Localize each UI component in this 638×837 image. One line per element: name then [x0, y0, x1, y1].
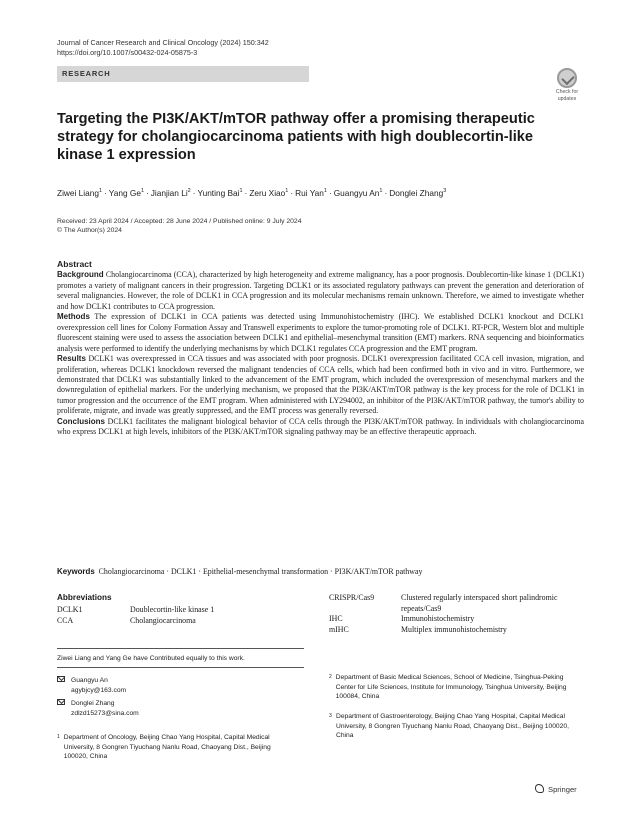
author-affiliation-mark: 1: [285, 188, 289, 194]
section-label: RESEARCH: [62, 69, 111, 78]
affiliation-2: [329, 673, 577, 702]
author-list: [57, 186, 597, 199]
footnote-divider: [57, 667, 304, 668]
correspondence-entry: [57, 699, 307, 718]
corr-name: Guangyu An: [71, 677, 108, 684]
check-updates-line1: Check for: [555, 89, 579, 95]
abbr-row: [57, 605, 307, 616]
abbr-row: [57, 616, 307, 627]
methods-text: The expression of DCLK1 in CCA patients was detected using Immunohistochemistry (IHC). We established DCLK1 knockout and DCLK1 overexpression cell lines for Colony Formation Assay and Transwell experiments to explore the tumor-promoting role of DCLK1. RT-PCR, Western blot and multiple fluorescent staining were used to assess the association between DCLK1 and epithelial–mesenchymal transition (EMT) markers. RNA sequencing and bioinformatics analysis were performed to identify the underlying mechanisms by which DCLK1 regulates CCA progression and the EMT program.: [57, 312, 584, 353]
methods-label: Methods: [57, 312, 90, 322]
abbreviations-heading: Abbreviations: [57, 593, 112, 602]
abbr-value: Multiplex immunohistochemistry: [401, 624, 507, 634]
check-updates-icon: [557, 68, 577, 88]
author-separator: ·: [146, 187, 149, 198]
abstract-results: [57, 354, 584, 417]
author-separator: ·: [104, 187, 107, 198]
abstract-conclusions: [57, 417, 584, 438]
author-separator: ·: [244, 187, 248, 198]
abbr-row: [329, 614, 584, 625]
abstract-heading: Abstract: [57, 259, 92, 269]
author-name[interactable]: Yunting Bai: [197, 187, 240, 198]
envelope-icon: [57, 676, 71, 695]
corr-name: Donglei Zhang: [71, 700, 115, 707]
publisher-logo: [535, 784, 577, 794]
dates-line: Received: 23 April 2024 / Accepted: 28 June 2024 / Published online: 9 July 2024: [57, 218, 302, 225]
keywords-text: Cholangiocarcinoma · DCLK1 · Epithelial-mesenchymal transformation · PI3K/AKT/mTOR pathway: [98, 567, 423, 576]
footnote-divider: [57, 648, 304, 649]
publisher-name: Springer: [548, 785, 577, 794]
results-label: Results: [57, 354, 86, 364]
author-name[interactable]: Guangyu An: [333, 187, 380, 198]
article-title: Targeting the PI3K/AKT/mTOR pathway offer a promising therapeutic strategy for cholangiocarcinoma patients with high doublecortin-like kinase 1 expression: [57, 111, 535, 163]
affiliation-number: 1: [57, 734, 60, 740]
author-name[interactable]: Donglei Zhang: [389, 187, 444, 198]
author-affiliation-mark: 3: [443, 188, 447, 194]
author-affiliation-mark: 2: [187, 188, 191, 194]
keywords: [57, 567, 584, 577]
affiliation-text: Department of Basic Medical Sciences, School of Medicine, Tsinghua-Peking Center for Life Sciences, Institute for Immunology, Tsinghua University, Beijing 100084, China: [335, 674, 567, 700]
results-text: DCLK1 was overexpressed in CCA tissues and was associated with poor prognosis. DCLK1 overexpression facilitated CCA cell invasion, migration, and proliferation, whereas DCLK1 knockdown reversed the malignant tendencies of CCA cells, which had been confirmed both in vivo and in vitro. Furthermore, we demonstrated that DCLK1 was substantially linked to the advancement of the EMT program, which included the overexpression of mesenchymal markers and the downregulation of epithelial markers. For the underlying mechanism, we proposed that the PI3K/AKT/mTOR pathway is the key process for the role of DCLK1 in tumor progression and the occurrence of the EMT program. When administered with LY294002, an inhibitor of the PI3K/AKT/mTOR pathway, the tumor's ability to proliferate, migrate, and invade was greatly suppressed, and the EMT process was generally reversed.: [57, 354, 584, 416]
author-name[interactable]: Rui Yan: [295, 187, 324, 198]
affiliation-text: Department of Oncology, Beijing Chao Yang Hospital, Capital Medical University, 8 Gongren Tiyuchang Nanlu Road, Chaoyang Dist., Beijing 100020, China: [63, 734, 271, 760]
author-name[interactable]: Zeru Xiao: [249, 187, 286, 198]
author-affiliation-mark: 1: [379, 188, 383, 194]
abbr-value: Cholangiocarcinoma: [130, 615, 196, 625]
abbr-value: Doublecortin-like kinase 1: [130, 605, 215, 614]
abbr-key: IHC: [329, 614, 343, 623]
author-affiliation-mark: 1: [239, 188, 243, 194]
abbr-key: DCLK1: [57, 605, 83, 614]
abbreviations-left: [57, 605, 307, 626]
affiliation-number: 3: [329, 713, 332, 719]
affiliation-text: Department of Gastroenterology, Beijing Chao Yang Hospital, Capital Medical University, 8 Gongren Tiyuchang Nanlu Road, Chaoyang Dist., Beijing 100020, China: [335, 713, 569, 739]
abbr-key: CRISPR/Cas9: [329, 593, 375, 602]
corr-email[interactable]: agybjcy@163.com: [71, 686, 127, 694]
author-name[interactable]: Jianjian Li: [150, 187, 188, 198]
correspondence-entry: [57, 676, 307, 695]
abstract-methods: [57, 312, 584, 354]
publication-dates: [57, 217, 301, 235]
author-separator: ·: [328, 187, 332, 198]
affiliation-3: [329, 712, 577, 741]
author-separator: ·: [192, 187, 196, 198]
copyright-line: © The Author(s) 2024: [57, 227, 122, 234]
affiliation-1: [57, 733, 285, 762]
abbr-row: [329, 593, 584, 614]
author-separator: ·: [384, 187, 388, 198]
springer-horse-icon: [535, 784, 544, 793]
check-for-updates-badge[interactable]: [549, 68, 585, 104]
author-separator: ·: [290, 187, 294, 198]
abbr-value: Immunohistochemistry: [401, 614, 475, 623]
conclusions-label: Conclusions: [57, 416, 106, 426]
abstract-background: [57, 270, 584, 312]
author-name[interactable]: Ziwei Liang: [57, 187, 99, 198]
check-updates-line2: updates: [557, 96, 577, 102]
affiliation-number: 2: [329, 674, 332, 680]
author-name[interactable]: Yang Ge: [108, 187, 141, 198]
keywords-label: Keywords: [57, 567, 95, 576]
background-text: Cholangiocarcinoma (CCA), characterized by high heterogeneity and extreme malignancy, has a poor prognosis. Doublecortin-like kinase 1 (DCLK1) promotes a variety of malignant cancers in their progression. Targeting DCLK1 or its associated regulatory pathways can prevent the generation and deterioration of several malignancies. However, the role of DCLK1 in CCA progression and its molecular mechanisms remain unknown. Therefore, we aimed to investigate whether and how DCLK1 contributes to CCA progression.: [57, 270, 584, 311]
doi-link[interactable]: https://doi.org/10.1007/s00432-024-05875-3: [57, 48, 198, 57]
journal-header: [57, 38, 269, 58]
abbr-key: CCA: [57, 615, 74, 625]
corr-email[interactable]: zdlzd15273@sina.com: [71, 709, 139, 717]
author-affiliation-mark: 1: [98, 188, 103, 194]
correspondence-block: [57, 676, 307, 718]
abbr-key: mIHC: [329, 624, 349, 634]
conclusions-text: DCLK1 facilitates the malignant biological behavior of CCA cells through the PI3K/AKT/mTOR pathway. In individuals with cholangiocarcinoma who express DCLK1 at high levels, inhibitors of the PI3K/AKT/mTOR signaling pathway may be an effective therapeutic approach.: [57, 416, 585, 437]
envelope-icon: [57, 699, 71, 718]
author-affiliation-mark: 1: [140, 188, 144, 194]
journal-citation: Journal of Cancer Research and Clinical Oncology (2024) 150:342: [57, 38, 269, 47]
author-affiliation-mark: 1: [323, 188, 327, 194]
abbr-value: Clustered regularly interspaced short palindromic repeats/Cas9: [401, 593, 558, 613]
background-label: Background: [57, 270, 104, 280]
abbr-row: [329, 625, 584, 636]
abstract: [57, 259, 584, 438]
abbreviations-right: [329, 593, 584, 635]
contribution-note: Ziwei Liang and Yang Ge have Contributed equally to this work.: [57, 655, 245, 662]
